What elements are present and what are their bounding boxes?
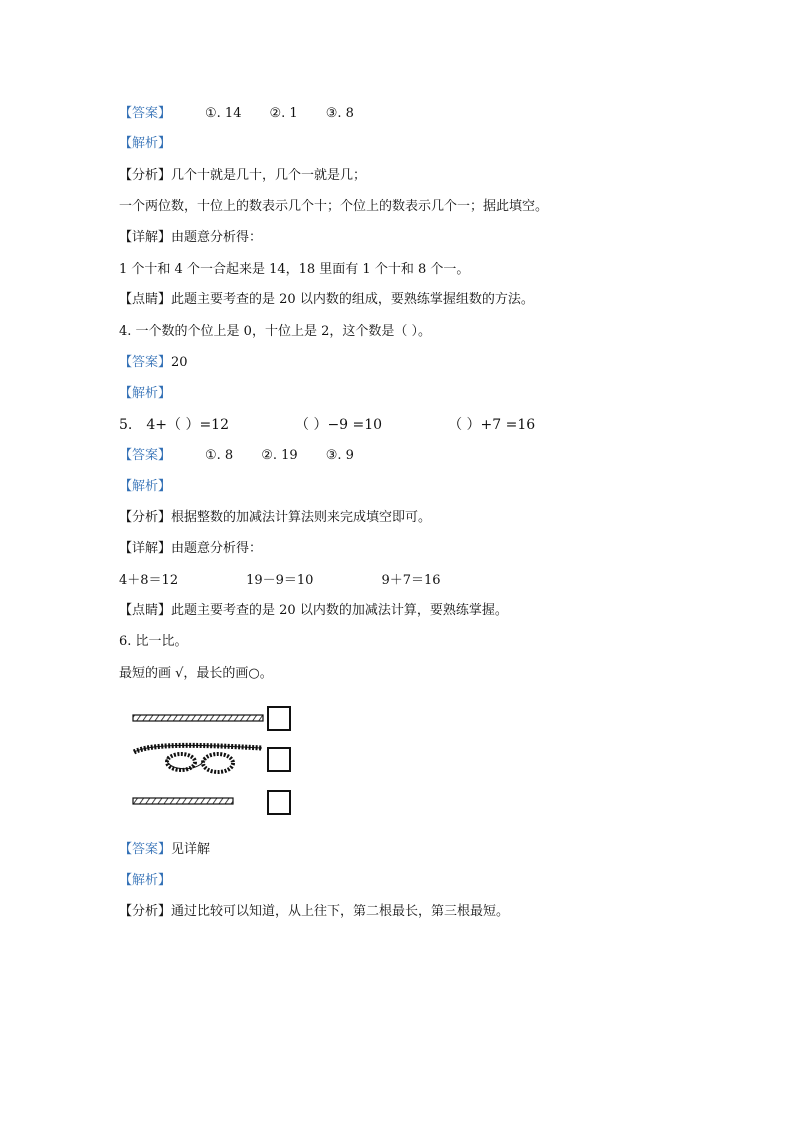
rope-middle xyxy=(134,745,262,772)
answer-tag: 【答案】 xyxy=(119,355,172,370)
xiangjie-text: 由题意分析得： xyxy=(171,230,263,245)
answer-2: ②. 19 xyxy=(261,448,298,463)
question-6-instruction: 最短的画 √，最长的画○。 xyxy=(119,666,273,681)
fenxi-text: 几个十就是几十，几个一就是几； xyxy=(171,168,367,183)
fenxi-row-6 xyxy=(119,903,509,921)
dianjing-text: 此题主要考查的是 20 以内数的加减法计算，要熟练掌握。 xyxy=(171,603,508,618)
xiangjie-tag: 【详解】 xyxy=(119,230,172,245)
rope-top xyxy=(133,715,263,721)
question-4: 4. 一个数的个位上是 0，十位上是 2，这个数是（ ）。 xyxy=(119,324,431,339)
answer-3: ③. 9 xyxy=(325,448,354,463)
xiangjie-text: 由题意分析得： xyxy=(171,541,263,556)
equation-1: 4+（ ）=12 xyxy=(146,417,229,433)
fenxi-text: 根据整数的加减法计算法则来完成填空即可。 xyxy=(171,510,432,525)
answer-box-bottom[interactable] xyxy=(267,790,291,815)
answer-box-middle[interactable] xyxy=(267,747,291,772)
answer-1: ①. 14 xyxy=(205,106,242,121)
analysis-tag-5: 【解析】 xyxy=(119,479,172,494)
answer-row-6 xyxy=(119,841,210,859)
equation-3: （ ）+7 =16 xyxy=(448,417,536,433)
xiangjie-tag: 【详解】 xyxy=(119,541,172,556)
dianjing-tag: 【点睛】 xyxy=(119,603,172,618)
dianjing-tag: 【点睛】 xyxy=(119,292,172,307)
answer-3: ③. 8 xyxy=(325,106,354,121)
fenxi-text: 通过比较可以知道，从上往下，第二根最长，第三根最短。 xyxy=(171,904,510,919)
fenxi-tag: 【分析】 xyxy=(119,510,172,525)
answer-box-top[interactable] xyxy=(267,706,291,731)
analysis-tag-6: 【解析】 xyxy=(119,873,172,888)
analysis-tag-3: 【解析】 xyxy=(119,136,172,151)
fenxi-continued: 一个两位数，十位上的数表示几个十；个位上的数表示几个一；据此填空。 xyxy=(119,199,549,214)
fenxi-tag: 【分析】 xyxy=(119,168,172,183)
fenxi-tag: 【分析】 xyxy=(119,904,172,919)
dianjing-text: 此题主要考查的是 20 以内数的组成，要熟练掌握组数的方法。 xyxy=(171,292,534,307)
detail-eq-3: 9＋7＝16 xyxy=(381,573,441,588)
answer-tag: 【答案】 xyxy=(119,106,172,121)
answer-2: ②. 1 xyxy=(269,106,298,121)
answer-tag: 【答案】 xyxy=(119,448,172,463)
question-number: 5. xyxy=(119,417,133,433)
rope-bottom xyxy=(133,798,233,804)
detail-eq-1: 4＋8＝12 xyxy=(119,573,179,588)
detail-eq-2: 19－9＝10 xyxy=(246,573,314,588)
equation-2: （ ）−9 =10 xyxy=(295,417,383,433)
detail-text-3: 1 个十和 4 个一合起来是 14，18 里面有 1 个十和 8 个一。 xyxy=(119,262,470,277)
answer-1: ①. 8 xyxy=(205,448,234,463)
answer-value: 20 xyxy=(171,355,188,370)
analysis-tag-4: 【解析】 xyxy=(119,386,172,401)
question-6: 6. 比一比。 xyxy=(119,634,188,649)
answer-tag: 【答案】 xyxy=(119,842,172,857)
answer-value: 见详解 xyxy=(171,842,211,857)
